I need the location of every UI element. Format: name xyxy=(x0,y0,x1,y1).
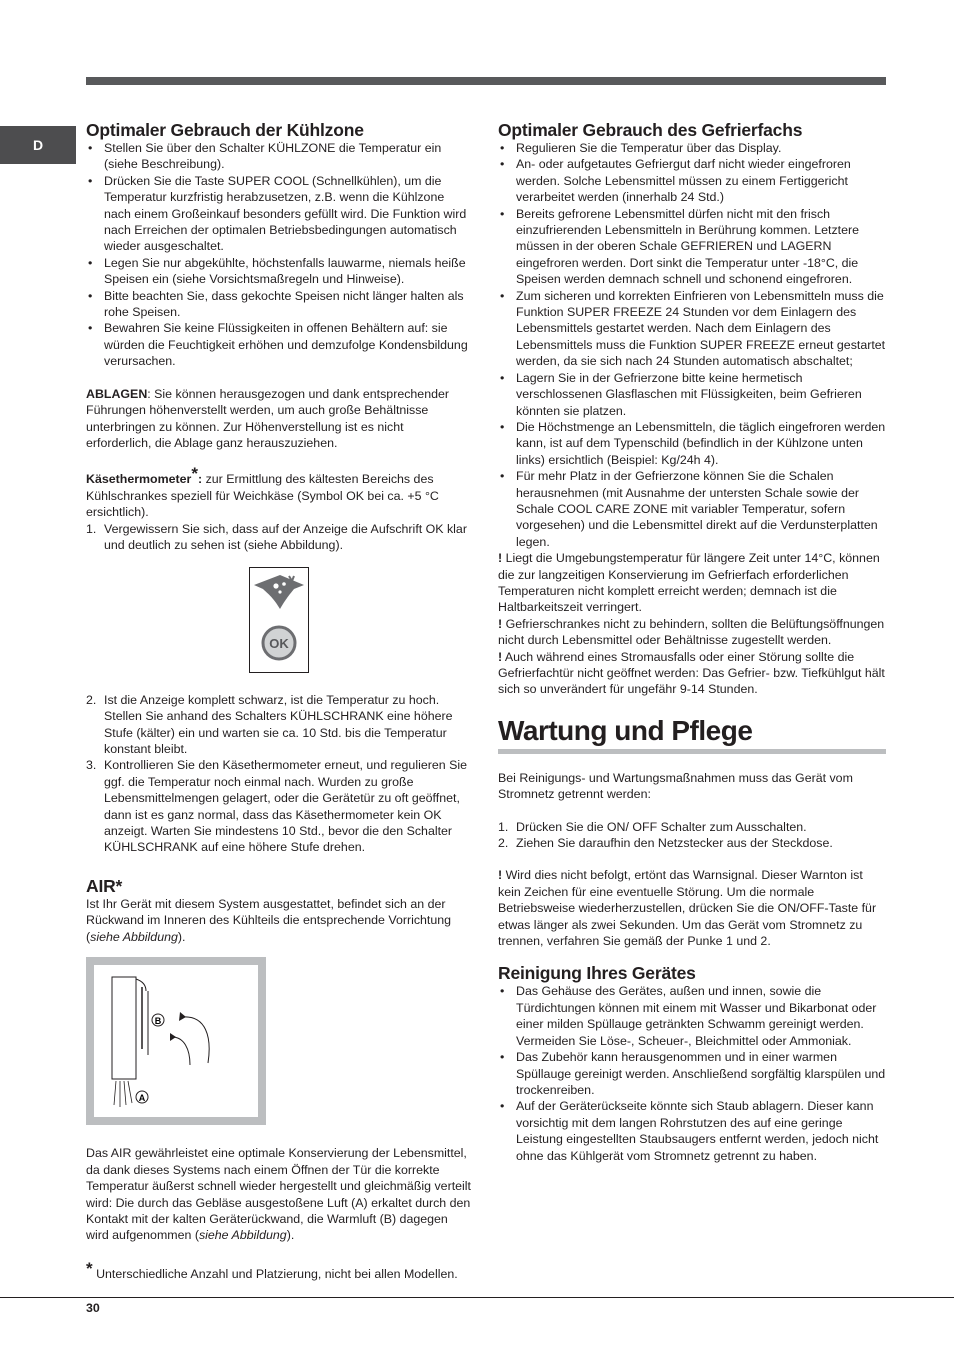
step-text: Ziehen Sie daraufhin den Netzstecker aus der Steckdose. xyxy=(516,836,833,851)
note-paragraph xyxy=(498,616,886,649)
list-item: • Drücken Sie die Taste SUPER COOL (Schnellkühlen), um die Temperatur kurzfristig herabzusetzen, z.B. wenn die Kühlzone nach einem Großeinkauf besonders gefüllt wird. Die Funktion wird nach Erreichen der optimalen Betriebsbedingungen automatisch wieder ausgeschaltet. xyxy=(86,173,472,255)
note-text: Auch während eines Stromausfalls oder einer Störung sollte die Gefrierfachtür nicht geöffnet werden: Das Gefrier- bzw. Tiefkühlgut hält sich so unverändert für ungefähr 9-14 Stunden. xyxy=(498,649,885,697)
kaese-text: zur Ermittlung des kältesten Bereichs des Kühlschrankes speziell für Weichkäse (Symbol OK bei ca. +5 °C ersichtlich). xyxy=(86,472,439,520)
kuehlzone-list xyxy=(86,140,472,370)
bottom-rule xyxy=(0,1297,954,1298)
list-item: • Lagern Sie in der Gefrierzone bitte keine hermetisch verschlossenen Glasflaschen mit Flüssigkeiten, beim Gefrieren könnten sie platzen. xyxy=(498,370,886,419)
heading-kuehlzone: Optimaler Gebrauch der Kühlzone xyxy=(86,120,364,140)
list-item: • Das Zubehör kann herausgenommen und in einer warmen Spüllauge gereinigt werden. Anschließend sorgfältig klarspülen und trockenreiben. xyxy=(498,1049,886,1098)
step-number: 1. xyxy=(86,521,97,536)
list-item: • Stellen Sie über den Schalter KÜHLZONE die Temperatur ein (siehe Beschreibung). xyxy=(86,140,472,173)
exclamation-icon: ! xyxy=(498,551,503,566)
list-item xyxy=(86,757,472,855)
language-tab: D xyxy=(0,126,76,164)
kaese-steps-b xyxy=(86,692,472,856)
note-paragraph xyxy=(498,649,886,698)
note-text: Liegt die Umgebungstemperatur für längere Zeit unter 14°C, können die zur langzeitigen Konservierung im Gefrierfach erforderlichen Temperaturen nicht komplett erreicht werden; demnach ist die Haltbarkeitszeit verringert. xyxy=(498,551,880,615)
list-item: • Regulieren Sie die Temperatur über das Display. xyxy=(498,140,886,156)
heading-air: AIR* xyxy=(86,875,123,896)
kaese-paragraph xyxy=(86,464,472,520)
exclamation-icon: ! xyxy=(498,649,503,664)
left-column xyxy=(86,120,472,1244)
step-number: 2. xyxy=(86,692,97,707)
step-number: 2. xyxy=(498,836,509,851)
text: ). xyxy=(177,929,186,944)
list-item: • Bewahren Sie keine Flüssigkeiten in offenen Behältern auf: sie würden die Feuchtigkeit erhöhen und demzufolge Kondensbildung verursachen. xyxy=(86,320,472,369)
list-item: • Bereits gefrorene Lebensmittel dürfen nicht mit den frisch einzufrierenden Lebensmitteln in Berührung kommen. Letztere müssen in der oberen Schale GEFRIEREN und LAGERN eingefroren werden. Dort sinkt die Temperatur unter -18°C, die Speisen werden demnach schnell und schonend eingefroren. xyxy=(498,206,886,288)
air-paragraph-1 xyxy=(86,896,472,945)
footnote xyxy=(86,1259,486,1282)
heading-wartung: Wartung und Pflege xyxy=(498,714,753,746)
list-item: • Bitte beachten Sie, dass gekochte Speisen nicht länger halten als rohe Speisen. xyxy=(86,288,472,321)
list-item xyxy=(86,521,472,554)
right-column xyxy=(498,120,886,1164)
label-a: A xyxy=(138,1093,146,1104)
heading-gefrierfach: Optimaler Gebrauch des Gefrierfachs xyxy=(498,120,803,140)
exclamation-icon: ! xyxy=(498,616,503,631)
top-rule xyxy=(86,77,886,85)
note-text: Wird dies nicht befolgt, ertönt das Warnsignal. Dieser Warnton ist kein Zeichen für eine eventuelle Störung. Um die normale Betriebsweise wiederherzustellen, drücken Sie die ON/OFF-Taste für etwas länger als zwei Sekunden. Um das Gerät vom Stromnetz zu trennen, verfahren Sie gemäß der Punke 1 und 2. xyxy=(498,868,877,949)
step-text: Drücken Sie die ON/ OFF Schalter zum Ausschalten. xyxy=(516,819,807,834)
reinigung-list xyxy=(498,983,886,1163)
ablagen-paragraph xyxy=(86,386,472,452)
air-paragraph-2 xyxy=(86,1145,472,1243)
list-item: • Das Gehäuse des Gerätes, außen und innen, sowie die Türdichtungen können mit einem mit Wasser und Bikarbonat oder einer milden Spüllauge getränkten Schwamm gereinigt werden. Vermeiden Sie Löse-, Scheuer-, Bleichmittel oder Ammoniak. xyxy=(498,983,886,1049)
list-item: • Legen Sie nur abgekühlte, höchstenfalls lauwarme, niemals heiße Speisen ein (siehe Vorsichtsmaßregeln und Hinweise). xyxy=(86,255,472,288)
step-text: Vergewissern Sie sich, dass auf der Anzeige die Aufschrift OK klar und deutlich zu sehen ist (siehe Abbildung). xyxy=(104,521,467,552)
wartung-steps xyxy=(498,819,886,852)
text-italic: siehe Abbildung xyxy=(90,929,178,944)
list-item: • Zum sicheren und korrekten Einfrieren von Lebensmitteln muss die Funktion SUPER FREEZE 24 Stunden vor dem Einlagern des Lebensmittels gestartet werden. Nach dem Einlagern des Lebensmittels muss die Funktion SUPER FREEZE erneut gestartet werden, da sie sich nach 24 Stunden automatisch abschaltet; xyxy=(498,288,886,370)
list-item: • Die Höchstmenge an Lebensmitteln, die täglich eingefroren werden kann, ist auf dem Typenschild (befindlich in der Kühlzone unten links) ersichtlich (Beispiel: Kg/24h 4). xyxy=(498,419,886,468)
list-item: • An- oder aufgetautes Gefriergut darf nicht wieder eingefroren werden. Solche Lebensmittel müssen zu einem Fertiggericht verarbeitet werden (innerhalb 24 Std.) xyxy=(498,156,886,205)
text: ). xyxy=(286,1228,295,1243)
ok-symbol-text: OK xyxy=(269,636,289,652)
step-number: 1. xyxy=(498,819,509,834)
list-item xyxy=(498,819,886,835)
asterisk: * xyxy=(191,464,198,484)
cheese-thermometer-figure xyxy=(249,567,309,673)
kaese-colon: : xyxy=(198,472,203,487)
wartung-intro: Bei Reinigungs- und Wartungsmaßnahmen muss das Gerät vom Stromnetz getrennt werden: xyxy=(498,770,853,802)
asterisk: * xyxy=(86,1259,93,1278)
ablagen-text: : Sie können herausgezogen und dank entsprechender Führungen höhenverstellt werden, um auch große Behältnisse unterbringen zu können. Zur Höhenverstellung ist es nicht erforderlich, die Ablage ganz herauszuziehen. xyxy=(86,386,449,450)
text: Das AIR gewährleistet eine optimale Konservierung der Lebensmittel, da dank dieses Systems nach einem Öffnen der Tür die korrekte Temperatur äußerst schnell wieder hergestellt und gleichmäßig verteilt wird: Die durch das Gebläse ausgestoßene Luft (A) erkaltet durch den Kontakt mit der kalten Geräterückwand, die Warmluft (B) dagegen wird aufgenommen ( xyxy=(86,1146,471,1243)
kaese-label: Käsethermometer xyxy=(86,472,192,487)
text-italic: siehe Abbildung xyxy=(198,1228,287,1243)
air-system-figure xyxy=(86,957,266,1125)
note-text: Gefrierschrankes nicht zu behindern, sollten die Belüftungsöffnungen nicht durch Lebensmittel oder Behältnisse zugestellt werden. xyxy=(498,616,885,648)
footnote-text: Unterschiedliche Anzahl und Platzierung, nicht bei allen Modellen. xyxy=(92,1267,458,1281)
exclamation-icon: ! xyxy=(498,868,503,883)
note-paragraph xyxy=(498,550,886,616)
kaese-steps-a xyxy=(86,521,472,554)
step-text: Kontrollieren Sie den Käsethermometer erneut, und regulieren Sie ggf. die Temperatur noch einmal nach. Wurden zu große Lebensmittelmengen gelagert, oder die Gerätetür zu oft geöffnet, dann ist es ganz normal, dass das Käsethermometer kein OK anzeigt. Warten Sie mindestens 10 Std., bevor die den Schalter KÜHLSCHRANK auf eine höhere Stufe drehen. xyxy=(104,758,467,855)
text: Ist Ihr Gerät mit diesem System ausgestattet, befindet sich an der Rückwand im Inneren des Kühlteils die entsprechende Vorrichtung ( xyxy=(86,896,452,944)
list-item xyxy=(498,835,886,851)
gefrier-list xyxy=(498,140,886,550)
list-item: • Auf der Geräterückseite könnte sich Staub ablagern. Dieser kann vorsichtig mit dem langen Rohrstutzen des auf eine geringe Leistung eingestellten Staubsaugers entfernt werden, jedoch nicht ohne das Kühlgerät vom Stromnetz getrennt zu haben. xyxy=(498,1098,886,1164)
step-text: Ist die Anzeige komplett schwarz, ist die Temperatur zu hoch. Stellen Sie anhand des Schalters KÜHLSCHRANK eine höhere Stufe (kälter) ein und warten sie ca. 10 Std. bis die Temperatur konstant bleibt. xyxy=(104,692,453,756)
page-number: 30 xyxy=(86,1301,100,1315)
list-item xyxy=(86,692,472,758)
step-number: 3. xyxy=(86,758,97,773)
heading-reinigung: Reinigung Ihres Gerätes xyxy=(498,963,696,984)
label-b: B xyxy=(154,1016,162,1027)
list-item: • Für mehr Platz in der Gefrierzone können Sie die Schalen herausnehmen (mit Ausnahme der untersten Schale sowie der Schale COOL CARE ZONE mit variabler Temperatur, sofern vorgesehen) und die Lebensmittel direkt auf die Verdunsterplatten legen. xyxy=(498,468,886,550)
ablagen-label: ABLAGEN xyxy=(86,386,148,401)
wartung-note xyxy=(498,867,886,949)
fridge-wall xyxy=(112,977,136,1079)
